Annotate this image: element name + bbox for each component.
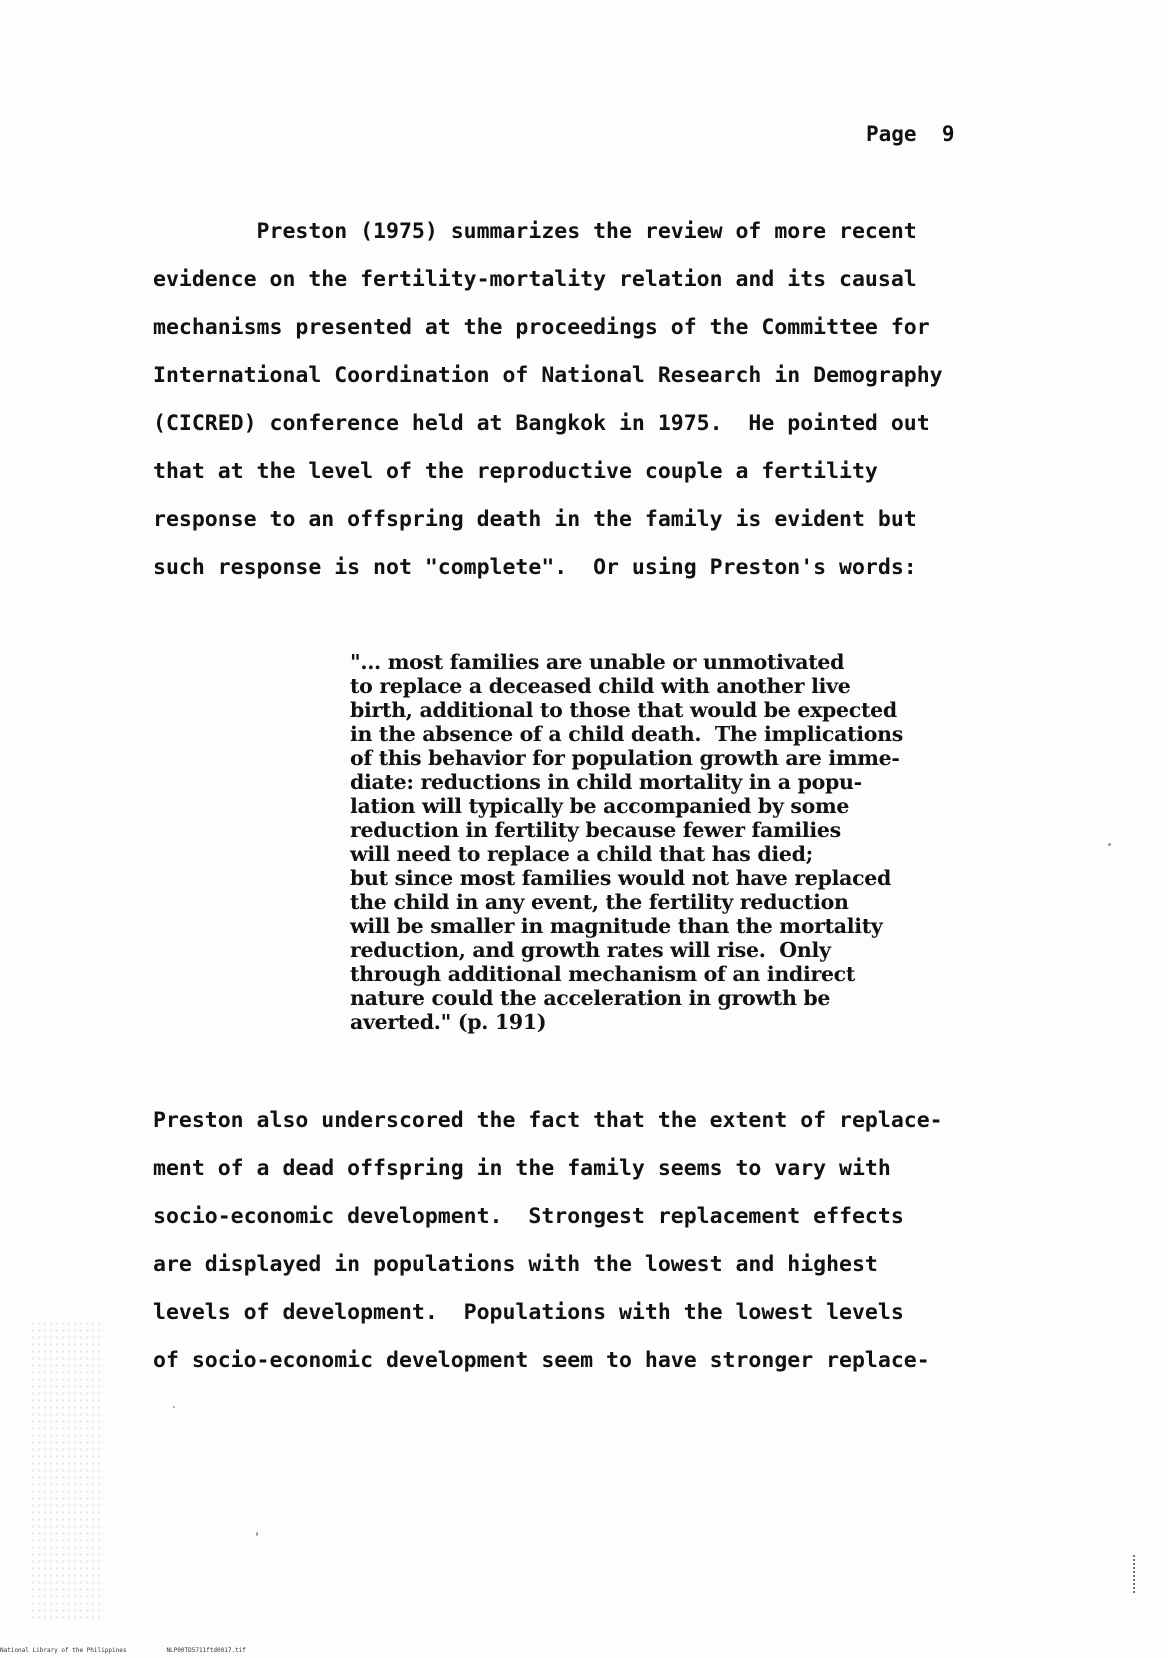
text-line: are displayed in populations with the lowest and highest [153,1252,878,1277]
quote-line: of this behavior for population growth are imme- [350,746,900,770]
quote-line: lation will typically be accompanied by some [350,794,850,818]
text-line: International Coordination of National Research in Demography [153,363,943,388]
scan-noise [30,1320,100,1620]
quote-line: birth, additional to those that would be expected [350,698,897,722]
quote-line: averted." (p. 191) [350,1010,547,1034]
quote-line: to replace a deceased child with another live [350,674,851,698]
page-number: Page 9 [866,122,955,146]
quote-line: reduction, and growth rates will rise. Only [350,938,831,962]
quote-line: will need to replace a child that has died; [350,842,813,866]
text-line: mechanisms presented at the proceedings of the Committee for [153,315,930,340]
footer-library: National Library of the Philippines [0,1647,127,1654]
quote-line: the child in any event, the fertility reduction [350,890,849,914]
paragraph-replacement [153,1097,943,1385]
text-line: Preston also underscored the fact that the extent of replace- [153,1108,943,1133]
scan-speck [173,1406,175,1408]
paragraph-intro [153,208,943,592]
text-line: of socio-economic development seem to have stronger replace- [153,1348,930,1373]
text-line: socio-economic development. Strongest replacement effects [153,1204,904,1229]
quote-line: but since most families would not have replaced [350,866,892,890]
scan-edge-mark [1133,1555,1137,1593]
quote-line: "... most families are unable or unmotivated [350,650,845,674]
block-quote [350,650,903,1034]
text-line: such response is not "complete". Or using Preston's words: [153,555,917,580]
scan-speck [256,1532,258,1536]
scan-speck [1108,843,1111,846]
quote-line: through additional mechanism of an indirect [350,962,856,986]
quote-line: diate: reductions in child mortality in a popu- [350,770,862,794]
text-line: ment of a dead offspring in the family seems to vary with [153,1156,891,1181]
text-line: Preston (1975) summarizes the review of more recent [153,219,917,244]
footer-file-id: NLP00TD5711ftd0017.tif [166,1647,246,1654]
footer-caption [0,1647,246,1654]
text-line: (CICRED) conference held at Bangkok in 1975. He pointed out [153,411,930,436]
quote-line: will be smaller in magnitude than the mortality [350,914,883,938]
text-line: response to an offspring death in the family is evident but [153,507,917,532]
quote-line: reduction in fertility because fewer families [350,818,841,842]
text-line: levels of development. Populations with the lowest levels [153,1300,904,1325]
text-line: that at the level of the reproductive couple a fertility [153,459,878,484]
text-line: evidence on the fertility-mortality relation and its causal [153,267,917,292]
quote-line: in the absence of a child death. The implications [350,722,903,746]
quote-line: nature could the acceleration in growth be [350,986,831,1010]
